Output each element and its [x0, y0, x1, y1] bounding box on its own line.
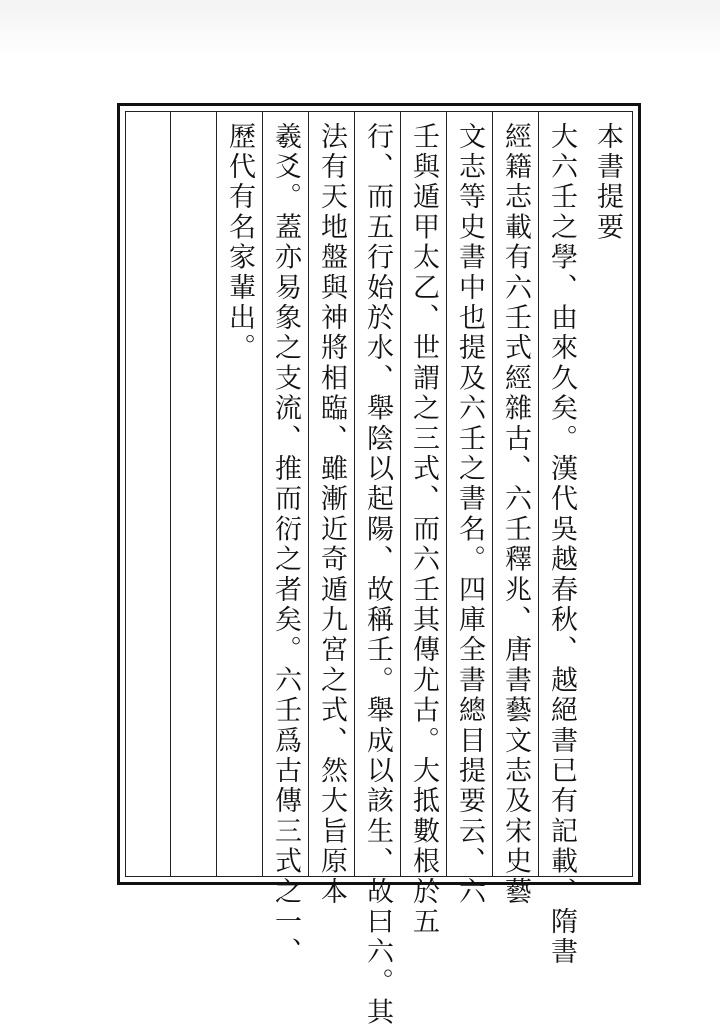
page-title: 本書提要	[592, 122, 623, 243]
text-column-4	[400, 112, 446, 938]
text-column-2	[492, 112, 538, 908]
text-column-1	[538, 112, 584, 968]
text-line: 歷代有名家輩出。	[224, 122, 255, 364]
text-column-5	[354, 112, 400, 1028]
text-column-8	[216, 112, 262, 876]
text-line: 壬與遁甲太乙、世謂之三式、而六壬其傳尤古。大抵數根於五	[408, 122, 439, 938]
title-column	[584, 112, 630, 876]
text-line: 文志等史書中也提及六壬之書名。四庫全書總目提要云、六	[454, 122, 485, 908]
text-line: 行、而五行始於水、舉陰以起陽、故稱壬。舉成以該生、故曰六。其	[362, 122, 393, 1028]
text-column-6	[308, 112, 354, 908]
text-line: 大六壬之學、由來久矣。漢代吳越春秋、越絕書已有記載、隋書	[546, 122, 577, 968]
text-line: 羲爻。蓋亦易象之支流、推而衍之者矣。六壬爲古傳三式之一、	[270, 122, 301, 968]
text-column-7	[262, 112, 308, 968]
page-frame	[117, 103, 641, 1028]
empty-column-1	[170, 112, 216, 876]
text-column-3	[446, 112, 492, 908]
text-area	[125, 111, 633, 1028]
text-line: 經籍志載有六壬式經雜古、六壬釋兆、唐書藝文志及宋史藝	[500, 122, 531, 908]
text-line: 法有天地盤與神將相臨、雖漸近奇遁九宮之式、然大旨原本	[316, 122, 347, 908]
empty-column-2	[124, 112, 170, 876]
